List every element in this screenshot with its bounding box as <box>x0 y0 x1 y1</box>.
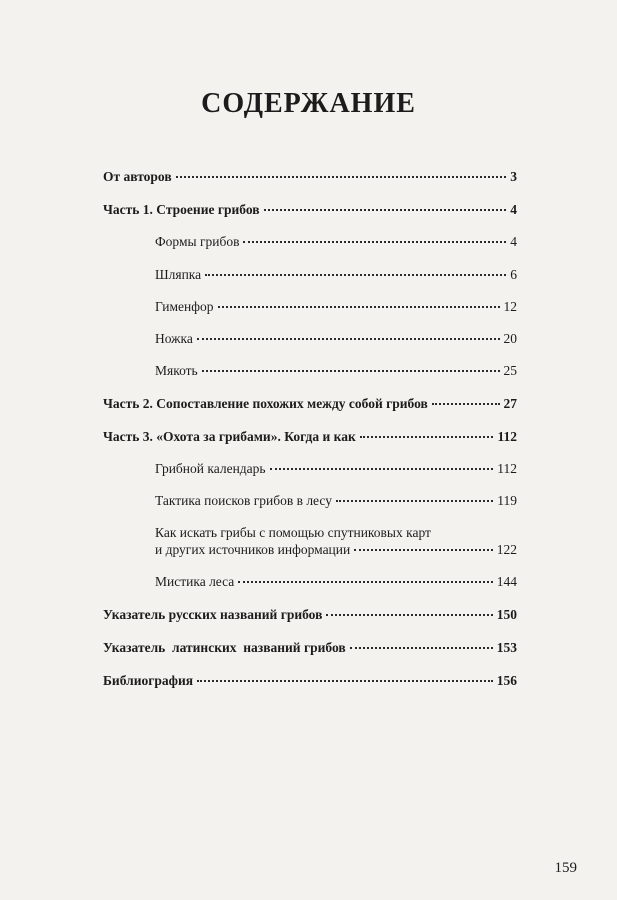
toc-entry-satellite <box>155 524 517 558</box>
toc-entry-title: Часть 2. Сопоставление похожих между собой грибов <box>103 396 428 411</box>
toc-entry-title: Мистика леса <box>155 574 235 589</box>
toc-entry-page: 27 <box>503 396 517 411</box>
dot-leader <box>238 581 492 583</box>
toc-entry-title: Мякоть <box>155 363 198 378</box>
dot-leader <box>218 306 500 308</box>
dot-leader <box>197 680 493 682</box>
toc-entry-title: Грибной календарь <box>155 461 266 476</box>
dot-leader <box>176 176 507 178</box>
toc-entry-part-1 <box>103 201 517 218</box>
toc-entry-title: Ножка <box>155 331 193 346</box>
toc-entry-page: 3 <box>510 169 517 184</box>
toc-entry-page: 150 <box>496 607 517 622</box>
toc-entry-bibliography <box>103 672 517 689</box>
toc-entry-stem <box>155 330 517 347</box>
page-title: СОДЕРЖАНИЕ <box>201 88 416 119</box>
toc-entry-page: 112 <box>497 429 517 444</box>
toc-entry-hymenophore <box>155 298 517 315</box>
toc-entry-page: 20 <box>503 331 517 346</box>
toc-entry-page: 4 <box>510 234 517 249</box>
toc-entry-tactics <box>155 492 517 509</box>
toc-entry-title: Формы грибов <box>155 234 240 249</box>
toc-entry-page: 6 <box>510 267 517 282</box>
toc-entry-part-3 <box>103 428 517 445</box>
dot-leader <box>270 468 494 470</box>
toc-entry-mystic <box>155 573 517 590</box>
dot-leader <box>336 500 493 502</box>
dot-leader <box>360 436 494 438</box>
toc-entry-russian-index <box>103 606 517 623</box>
dot-leader <box>243 241 506 243</box>
toc-entry-title: Библиография <box>103 673 194 688</box>
toc-entry-title: Часть 3. «Охота за грибами». Когда и как <box>103 429 356 444</box>
toc-entry-page: 144 <box>496 574 517 589</box>
dot-leader <box>197 338 500 340</box>
toc-entry-authors <box>103 168 517 185</box>
dot-leader <box>350 647 493 649</box>
toc-entry-forms <box>155 233 517 250</box>
toc-entry-page: 4 <box>510 202 517 217</box>
toc-entry-page: 25 <box>503 363 517 378</box>
toc-entry-title: Указатель латинских названий грибов <box>103 640 346 655</box>
toc-entry-page: 156 <box>496 673 517 688</box>
toc-entry-title: От авторов <box>103 169 172 184</box>
page-number: 159 <box>554 860 577 876</box>
dot-leader <box>432 403 500 405</box>
toc-entry-calendar <box>155 460 517 477</box>
toc-entry-flesh <box>155 362 517 379</box>
toc-entry-title: Шляпка <box>155 267 202 282</box>
toc-entry-page: 12 <box>503 299 517 314</box>
dot-leader <box>202 370 500 372</box>
toc-entry-title: Часть 1. Строение грибов <box>103 202 260 217</box>
dot-leader <box>354 549 493 551</box>
toc-entry-cap <box>155 266 517 283</box>
toc-entry-title-line: Как искать грибы с помощью спутниковых карт <box>155 525 431 540</box>
dot-leader <box>264 209 507 211</box>
toc-entry-page: 112 <box>497 461 517 476</box>
toc-entry-title-line: и других источников информации <box>155 542 351 557</box>
toc-entry-page: 153 <box>496 640 517 655</box>
toc-entry-page: 122 <box>496 542 517 557</box>
toc-entry-title: Тактика поисков грибов в лесу <box>155 493 332 508</box>
dot-leader <box>326 614 492 616</box>
toc-entry-page: 119 <box>497 493 517 508</box>
toc-entry-part-2 <box>103 395 517 412</box>
toc-entry-title: Указатель русских названий грибов <box>103 607 323 622</box>
toc-entry-title: Гименфор <box>155 299 214 314</box>
toc-entry-latin-index <box>103 639 517 656</box>
dot-leader <box>205 274 506 276</box>
